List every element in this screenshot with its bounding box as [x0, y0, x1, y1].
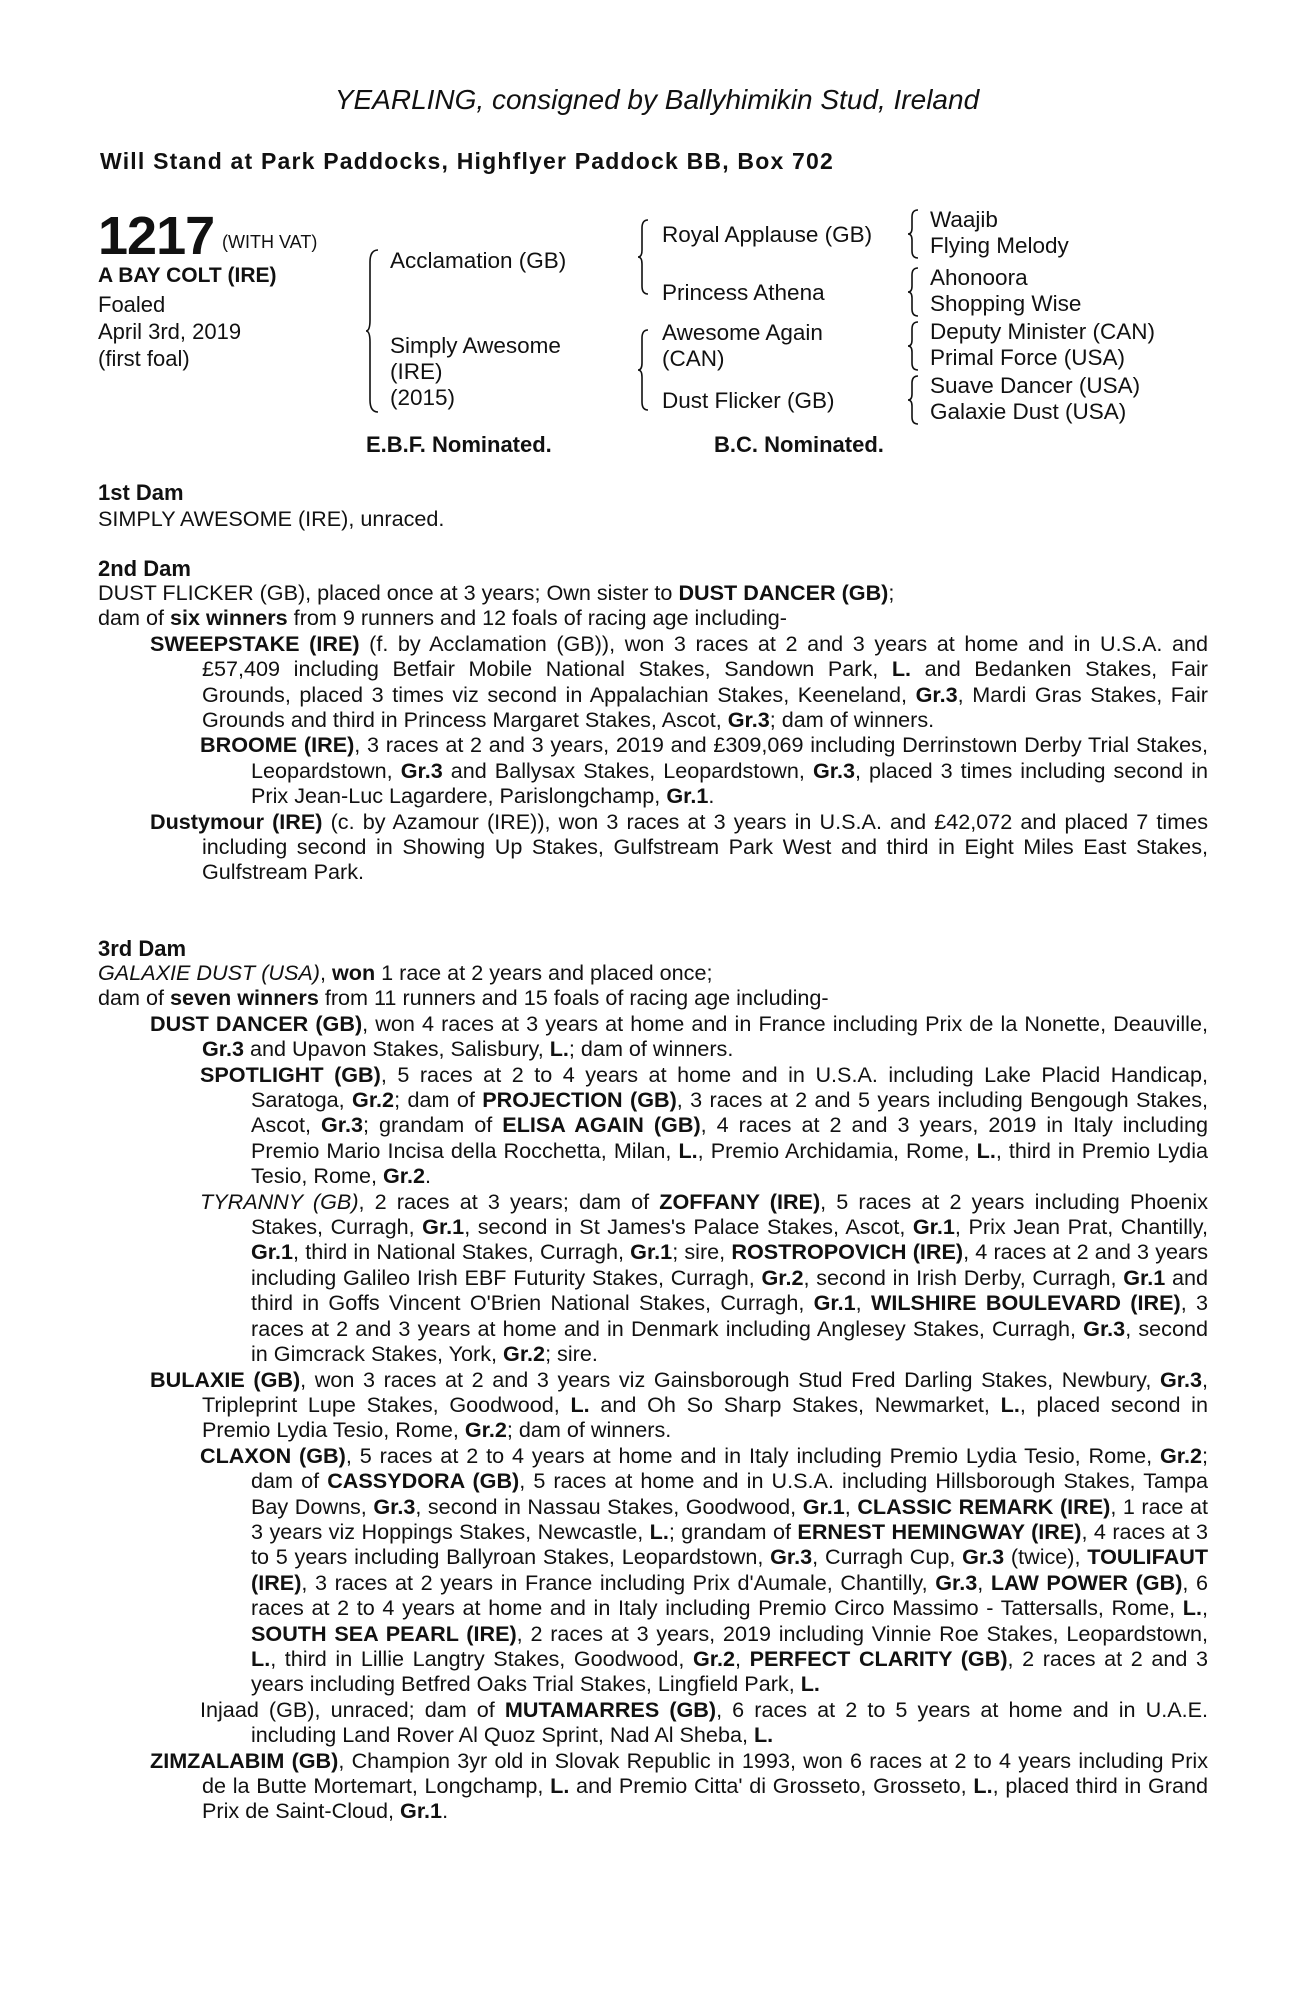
- sire-sire: Royal Applause (GB): [662, 222, 873, 247]
- first-foal-note: (first foal): [98, 346, 190, 371]
- dss: Deputy Minister (CAN): [930, 319, 1156, 344]
- dam-sire-line1: Awesome Again: [662, 320, 823, 345]
- dam-dam: Dust Flicker (GB): [662, 388, 835, 413]
- brace-dd: [908, 374, 920, 426]
- produce-bulaxie: BULAXIE (GB), won 3 races at 2 and 3 years viz Gainsborough Stud Fred Darling Stakes, Newbury, Gr.3, Tripleprint Lupe Stakes, Goodwood, L. and Oh So Sharp Stakes, Newmarket, L., placed second in Premio Lydia Tesio, Rome, Gr.2; dam of winners.: [150, 1366, 1208, 1443]
- first-dam-title: 1st Dam: [98, 480, 184, 505]
- sds: Ahonoora: [930, 265, 1028, 290]
- sdd: Shopping Wise: [930, 291, 1082, 316]
- bc-nominated: B.C. Nominated.: [714, 432, 884, 457]
- ddd: Galaxie Dust (USA): [930, 399, 1127, 424]
- lot-number: 1217: [98, 206, 215, 266]
- third-dam-line2: dam of seven winners from 11 runners and 15 foals of racing age including-: [98, 985, 829, 1011]
- first-dam-text: SIMPLY AWESOME (IRE), unraced.: [98, 506, 445, 531]
- third-dam-title: 3rd Dam: [98, 936, 187, 961]
- dam-line2: (IRE): [390, 359, 443, 384]
- produce-injaad: Injaad (GB), unraced; dam of MUTAMARRES (GB), 6 races at 2 to 5 years at home and in U.A.E. including Land Rover Al Quoz Sprint, Nad Al Sheba, L.: [200, 1696, 1208, 1748]
- dsd: Primal Force (USA): [930, 345, 1126, 370]
- foaled-label: Foaled: [98, 292, 166, 317]
- produce-dust-dancer: DUST DANCER (GB), won 4 races at 3 years at home and in France including Prix de la Nonette, Deauville, Gr.3 and Upavon Stakes, Salisbury, L.; dam of winners.: [150, 1010, 1208, 1062]
- six-winners: six winners: [170, 605, 288, 631]
- brace-dam-parents: [638, 328, 650, 412]
- vat-note: (WITH VAT): [222, 232, 318, 252]
- dam-sire-line2: (CAN): [662, 346, 725, 371]
- third-dam-line1: GALAXIE DUST (USA), won 1 race at 2 years and placed once;: [98, 960, 713, 985]
- dam-line1: Simply Awesome: [390, 333, 561, 358]
- foaled-date: April 3rd, 2019: [98, 319, 242, 344]
- produce-spotlight: SPOTLIGHT (GB), 5 races at 2 to 4 years at home and in U.S.A. including Lake Placid Handicap, Saratoga, Gr.2; dam of PROJECTION (GB), 3 races at 2 and 5 years including Bengough Stakes, Ascot, Gr.3; grandam of ELISA AGAIN (GB), 4 races at 2 and 3 years, 2019 in Italy including Premio Mario Incisa della Rocchetta, Milan, L., Premio Archidamia, Rome, L., third in Premio Lydia Tesio, Rome, Gr.2.: [200, 1061, 1209, 1189]
- produce-dustymour: Dustymour (IRE) (c. by Azamour (IRE)), won 3 races at 3 years in U.S.A. and £42,072 and placed 7 times including second in Showing Up Stakes, Gulfstream Park West and third in Eight Miles East Stakes, Gulfstream Park.: [150, 808, 1208, 885]
- second-dam-block: [98, 580, 1208, 885]
- own-sister-name: DUST DANCER (GB): [678, 580, 889, 605]
- sire-dam: Princess Athena: [662, 280, 825, 305]
- produce-tyranny: TYRANNY (GB), 2 races at 3 years; dam of ZOFFANY (IRE), 5 races at 2 years including Phoenix Stakes, Curragh, Gr.1, second in St James's Palace Stakes, Ascot, Gr.1, Prix Jean Prat, Chantilly, Gr.1, third in National Stakes, Curragh, Gr.1; sire, ROSTROPOVICH (IRE), 4 races at 2 and 3 years including Galileo Irish EBF Futurity Stakes, Curragh, Gr.2, second in Irish Derby, Curragh, Gr.1 and third in Goffs Vincent O'Brien National Stakes, Curragh, Gr.1, WILSHIRE BOULEVARD (IRE), 3 races at 2 and 3 years at home and in Denmark including Anglesey Stakes, Curragh, Gr.3, second in Gimcrack Stakes, York, Gr.2; sire.: [200, 1188, 1209, 1367]
- brace-ss: [908, 208, 920, 260]
- brace-ds: [908, 320, 920, 372]
- sire: Acclamation (GB): [390, 248, 567, 273]
- ssd: Flying Melody: [930, 233, 1069, 258]
- produce-broome: BROOME (IRE), 3 races at 2 and 3 years, 2019 and £309,069 including Derrinstown Derby Trial Stakes, Leopardstown, Gr.3 and Ballysax Stakes, Leopardstown, Gr.3, placed 3 times including second in Prix Jean-Luc Lagardere, Parislongchamp, Gr.1.: [200, 732, 1209, 809]
- seven-winners: seven winners: [170, 985, 319, 1011]
- brace-sd: [908, 266, 920, 318]
- brace-sire-dam: [366, 248, 380, 414]
- produce-zimzalabim: ZIMZALABIM (GB), Champion 3yr old in Slovak Republic in 1993, won 6 races at 2 to 4 years including Prix de la Butte Mortemart, Longchamp, L. and Premio Citta' di Grosseto, Grosseto, L., placed third in Grand Prix de Saint-Cloud, Gr.1.: [150, 1747, 1208, 1824]
- ebf-nominated: E.B.F. Nominated.: [366, 432, 552, 457]
- dam-line3: (2015): [390, 385, 456, 410]
- second-dam-line2: dam of six winners from 9 runners and 12 foals of racing age including-: [98, 605, 787, 631]
- second-dam-title: 2nd Dam: [98, 556, 191, 581]
- produce-claxon: CLAXON (GB), 5 races at 2 to 4 years at home and in Italy including Premio Lydia Tesio, Rome, Gr.2; dam of CASSYDORA (GB), 5 races at home and in U.S.A. including Hillsborough Stakes, Tampa Bay Downs, Gr.3, second in Nassau Stakes, Goodwood, Gr.1, CLASSIC REMARK (IRE), 1 race at 3 years viz Hoppings Stakes, Newcastle, L.; grandam of ERNEST HEMINGWAY (IRE), 4 races at 3 to 5 years including Ballyroan Stakes, Leopardstown, Gr.3, Curragh Cup, Gr.3 (twice), TOULIFAUT (IRE), 3 races at 2 years in France including Prix d'Aumale, Chantilly, Gr.3, LAW POWER (GB), 6 races at 2 to 4 years at home and in Italy including Premio Circo Massimo - Tattersalls, Rome, L., SOUTH SEA PEARL (IRE), 2 races at 3 years, 2019 including Vinnie Roe Stakes, Leopardstown, L., third in Lillie Langtry Stakes, Goodwood, Gr.2, PERFECT CLARITY (GB), 2 races at 2 and 3 years including Betfred Oaks Trial Stakes, Lingfield Park, L.: [200, 1442, 1209, 1697]
- lot-title: A BAY COLT (IRE): [98, 264, 277, 287]
- brace-sire-parents: [638, 218, 650, 296]
- stand-location: Will Stand at Park Paddocks, Highflyer Paddock BB, Box 702: [100, 148, 835, 174]
- second-dam-line1: DUST FLICKER (GB), placed once at 3 years; Own sister to DUST DANCER (GB);: [98, 580, 895, 605]
- sss: Waajib: [930, 207, 998, 232]
- third-dam-block: [98, 960, 1208, 1824]
- consignment-heading: YEARLING, consigned by Ballyhimikin Stud, Ireland: [334, 84, 980, 115]
- produce-sweepstake: SWEEPSTAKE (IRE) (f. by Acclamation (GB)), won 3 races at 2 and 3 years at home and in U.S.A. and £57,409 including Betfair Mobile National Stakes, Sandown Park, L. and Bedanken Stakes, Fair Grounds, placed 3 times viz second in Appalachian Stakes, Keeneland, Gr.3, Mardi Gras Stakes, Fair Grounds and third in Princess Margaret Stakes, Ascot, Gr.3; dam of winners.: [150, 630, 1208, 733]
- dds: Suave Dancer (USA): [930, 373, 1141, 398]
